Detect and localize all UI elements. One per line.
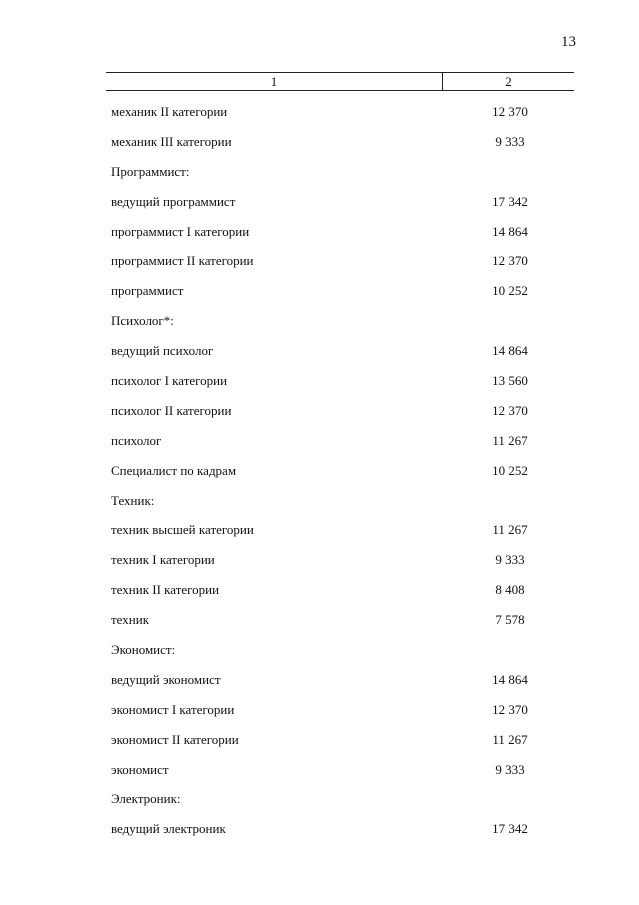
position-label: Психолог*:: [111, 313, 174, 329]
salary-value: 12 370: [492, 104, 528, 119]
column-header-2: 2: [505, 74, 512, 89]
table-row: [0, 761, 639, 791]
position-label: психолог: [111, 432, 162, 448]
table-row: [0, 163, 639, 193]
position-label: экономист I категории: [111, 701, 235, 717]
salary-value: 9 333: [495, 133, 525, 149]
table-row: [0, 252, 639, 282]
salary-value: 11 267: [492, 522, 528, 538]
table-row: [0, 372, 639, 402]
position-label: экономист: [111, 761, 169, 777]
table-row: [0, 432, 639, 462]
position-label: техник I категории: [111, 552, 215, 568]
salary-value: 14 864: [492, 343, 528, 359]
salary-value: 11 267: [492, 432, 528, 448]
position-label: Электроник:: [111, 791, 181, 807]
salary-value: 13 560: [492, 373, 528, 389]
column-header-1: 1: [270, 74, 278, 89]
position-label: Программист:: [111, 163, 190, 179]
position-label: ведущий психолог: [111, 343, 214, 359]
position-label: механик II категории: [111, 104, 228, 119]
table-row: [0, 133, 639, 163]
position-label: техник высшей категории: [111, 522, 254, 538]
table-row: [0, 492, 639, 522]
table-row: [0, 342, 639, 372]
salary-value: 12 370: [492, 253, 528, 269]
table-row: [0, 193, 639, 223]
position-label: ведущий экономист: [111, 671, 221, 687]
table-row: [0, 223, 639, 253]
position-label: психолог I категории: [111, 373, 228, 389]
salary-value: 14 864: [492, 223, 528, 239]
table-row: [0, 103, 639, 133]
table-row: [0, 671, 639, 701]
table-row: [0, 282, 639, 312]
table-row: [0, 551, 639, 581]
table-row: [0, 820, 639, 850]
table-row: [0, 581, 639, 611]
position-label: техник II категории: [111, 582, 220, 598]
table-row: [0, 521, 639, 551]
position-label: механик III категории: [111, 133, 232, 149]
table-row: [0, 790, 639, 820]
table-row: [0, 701, 639, 731]
position-label: техник: [111, 612, 150, 628]
salary-value: 7 578: [495, 612, 525, 628]
table-row: [0, 611, 639, 641]
table-body: [0, 103, 639, 850]
salary-value: 17 342: [492, 193, 528, 209]
salary-value: 17 342: [492, 821, 528, 837]
position-label: программист I категории: [111, 223, 250, 239]
position-label: ведущий программист: [111, 193, 236, 209]
table-row: [0, 402, 639, 432]
salary-value: 10 252: [492, 283, 528, 299]
page-number: 13: [561, 34, 576, 50]
salary-value: 10 252: [492, 462, 528, 478]
position-label: Техник:: [111, 492, 155, 508]
salary-value: 12 370: [492, 402, 528, 418]
table-row: [0, 462, 639, 492]
table-row: [0, 641, 639, 671]
table-row: [0, 312, 639, 342]
salary-value: 14 864: [492, 671, 528, 687]
salary-value: 9 333: [495, 552, 525, 568]
position-label: программист II категории: [111, 253, 254, 269]
salary-value: 9 333: [495, 761, 525, 777]
table-header: [106, 72, 574, 91]
table-row: [0, 731, 639, 761]
position-label: Экономист:: [111, 642, 176, 658]
salary-value: 12 370: [492, 701, 528, 717]
salary-value: 11 267: [492, 731, 528, 747]
position-label: программист: [111, 283, 184, 299]
position-label: Специалист по кадрам: [111, 462, 237, 478]
salary-value: 8 408: [495, 582, 525, 598]
position-label: ведущий электроник: [111, 821, 226, 837]
position-label: экономист II категории: [111, 731, 239, 747]
position-label: психолог II категории: [111, 402, 232, 418]
